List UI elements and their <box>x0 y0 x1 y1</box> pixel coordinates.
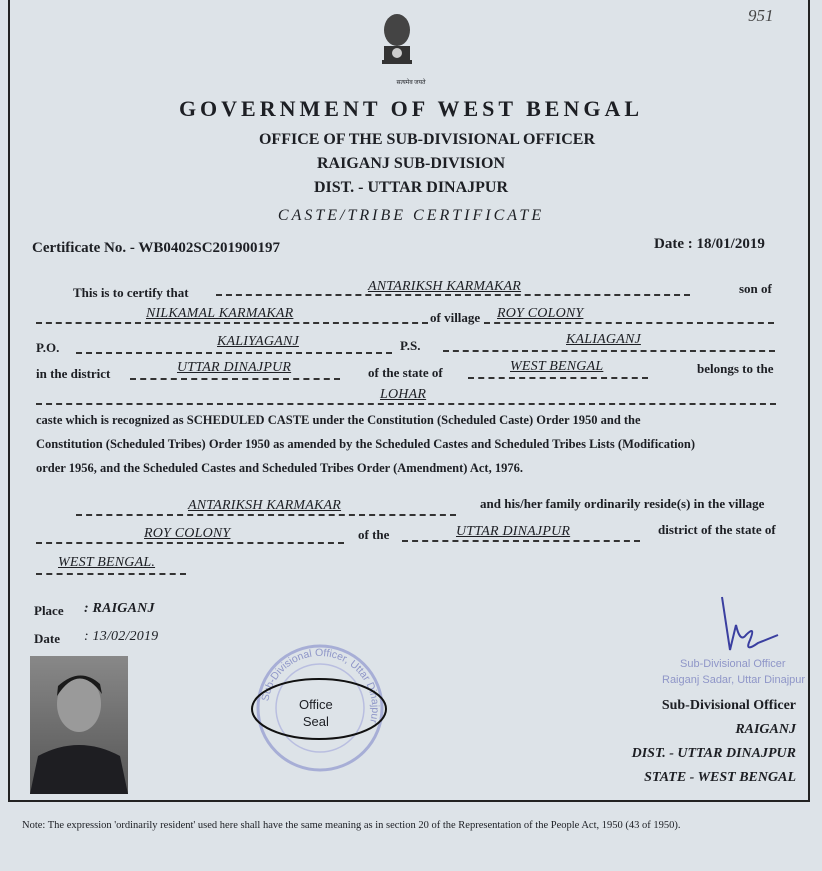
field-name-2: ANTARIKSH KARMAKAR <box>188 498 342 513</box>
district-title: DIST. - UTTAR DINAJPUR <box>313 179 509 196</box>
label-son-of: son of <box>739 281 772 296</box>
signature <box>710 595 770 665</box>
field-state-2: WEST BENGAL. <box>58 555 156 570</box>
field-village-2: ROY COLONY <box>144 526 231 541</box>
office-seal <box>250 640 400 780</box>
emblem-caption: सत्यमेव जयते <box>396 80 426 86</box>
label-resides: and his/her family ordinarily reside(s) in the village <box>480 496 765 511</box>
certificate-title: CASTE/TRIBE CERTIFICATE <box>277 207 545 224</box>
seal-ring-text-path: Sub-Divisional Officer, Uttar Dinajpur <box>259 646 382 725</box>
label-district: in the district <box>36 366 111 381</box>
signatory-place: RAIGANJ <box>735 722 796 737</box>
field-village: ROY COLONY <box>497 306 584 321</box>
label-of-village: of village <box>430 310 481 325</box>
page-number: 951 <box>748 6 774 25</box>
label-certify: This is to certify that <box>73 285 189 300</box>
certificate-date: Date : 18/01/2019 <box>654 236 765 252</box>
label-of-the: of the <box>358 527 390 542</box>
body-line-1: caste which is recognized as SCHEDULED CASTE under the Constitution (Scheduled Caste) Order 1950 and the <box>36 413 641 427</box>
signatory-district: DIST. - UTTAR DINAJPUR <box>631 746 796 761</box>
certificate-number: Certificate No. - WB0402SC201900197 <box>32 240 281 256</box>
stamp-line-2: Raiganj Sadar, Uttar Dinajpur <box>662 674 806 686</box>
label-ps: P.S. <box>400 338 421 353</box>
label-state: of the state of <box>368 365 443 380</box>
applicant-photo <box>30 656 128 794</box>
signatory-title: Sub-Divisional Officer <box>661 698 796 713</box>
field-place: : RAIGANJ <box>84 601 155 616</box>
label-district-state: district of the state of <box>658 522 776 537</box>
government-title: GOVERNMENT OF WEST BENGAL <box>178 96 644 121</box>
subdivision-title: RAIGANJ SUB-DIVISION <box>316 155 506 172</box>
field-issue-date: : 13/02/2019 <box>84 629 159 644</box>
body-line-2: Constitution (Scheduled Tribes) Order 1950 as amended by the Scheduled Castes and Scheduled Tribes Lists (Modification) <box>36 437 695 451</box>
national-emblem-icon <box>374 8 420 78</box>
office-title: OFFICE OF THE SUB-DIVISIONAL OFFICER <box>258 131 596 148</box>
field-caste: LOHAR <box>380 387 427 402</box>
field-district: UTTAR DINAJPUR <box>177 360 292 375</box>
seal-text-seal: Seal <box>302 714 329 729</box>
label-belongs: belongs to the <box>697 361 774 376</box>
field-po: KALIYAGANJ <box>217 334 299 349</box>
field-father: NILKAMAL KARMAKAR <box>146 306 294 321</box>
label-place: Place <box>34 603 64 618</box>
label-po: P.O. <box>36 340 60 355</box>
field-ps: KALIAGANJ <box>566 332 641 347</box>
field-district-2: UTTAR DINAJPUR <box>456 524 571 539</box>
body-line-3: order 1956, and the Scheduled Castes and Scheduled Tribes Order (Amendment) Act, 1976. <box>36 461 523 475</box>
footnote: Note: The expression 'ordinarily resident' used here shall have the same meaning as in section 20 of the Representation of the People Act, 1950 (43 of 1950). <box>22 820 681 831</box>
field-state: WEST BENGAL <box>510 359 604 374</box>
label-date: Date <box>34 631 60 646</box>
seal-text-office: Office <box>299 697 333 712</box>
field-name: ANTARIKSH KARMAKAR <box>368 279 522 294</box>
signatory-state: STATE - WEST BENGAL <box>644 770 796 785</box>
stamp-line-1: Sub-Divisional Officer <box>680 658 786 670</box>
